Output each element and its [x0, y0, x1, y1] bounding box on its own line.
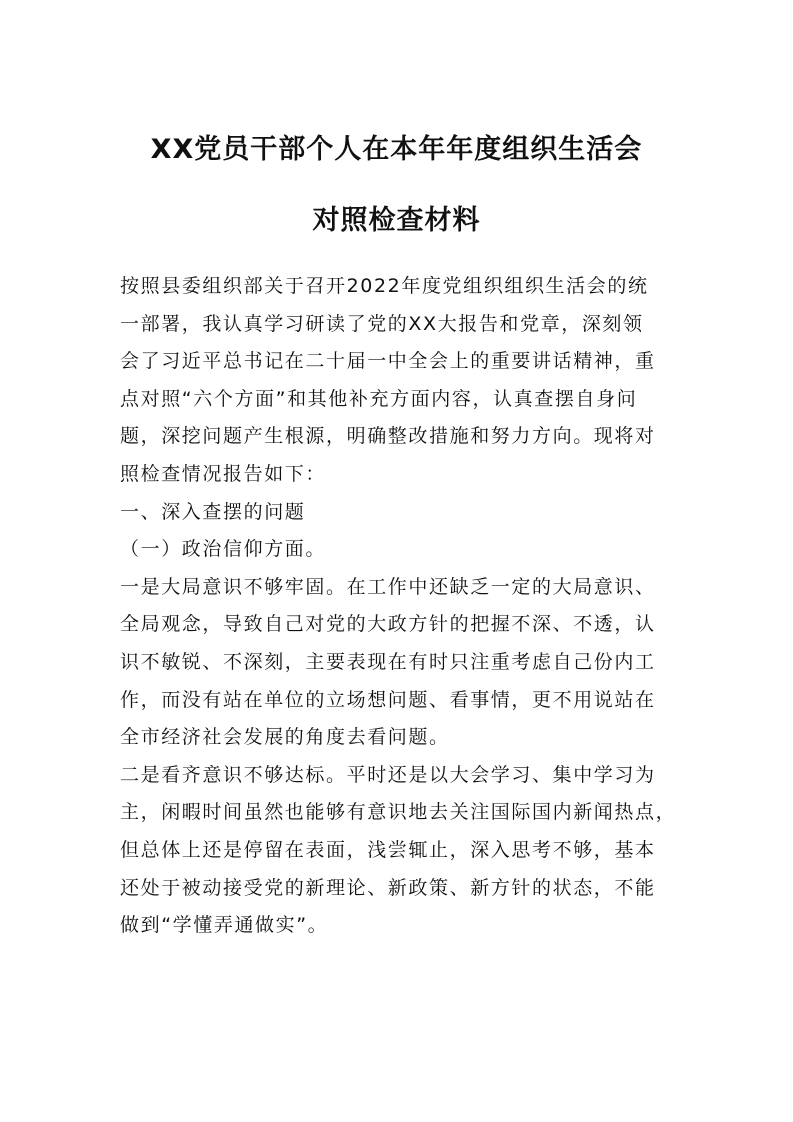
body-line: 题，深挖问题产生根源，明确整改措施和努力方向。现将对: [120, 425, 656, 448]
body-line: 点对照“六个方面”和其他补充方面内容，认真查摆自身问: [120, 387, 638, 410]
body-line: 识不敏锐、不深刻，主要表现在有时只注重考虑自己份内工: [120, 650, 656, 673]
section-heading: 一、深入查摆的问题: [120, 500, 306, 523]
body-line: 全市经济社会发展的角度去看问题。: [120, 726, 450, 749]
subsection-heading: （一）政治信仰方面。: [120, 538, 327, 561]
document-title-line-2: 对照检查材料: [312, 205, 481, 236]
document-title-line-1: XX党员干部个人在本年年度组织生活会: [150, 134, 643, 165]
body-line: 照检查情况报告如下：: [120, 462, 327, 485]
body-line: 按照县委组织部关于召开2022年度党组织组织生活会的统: [120, 275, 649, 297]
body-line: 一部署，我认真学习研读了党的XX大报告和党章，深刻领: [120, 312, 644, 335]
body-line: 二是看齐意识不够达标。平时还是以大会学习、集中学习为: [120, 763, 656, 786]
body-line: 还处于被动接受党的新理论、新政策、新方针的状态，不能: [120, 876, 656, 899]
body-line: 但总体上还是停留在表面，浅尝辄止，深入思考不够，基本: [120, 838, 656, 861]
document-body: [120, 268, 680, 945]
body-line: 主，闲暇时间虽然也能够有意识地去关注国际国内新闻热点，: [120, 801, 677, 824]
body-line: 会了习近平总书记在二十届一中全会上的重要讲话精神，重: [120, 350, 656, 373]
body-line: 一是大局意识不够牢固。在工作中还缺乏一定的大局意识、: [120, 575, 656, 598]
body-line: 做到“学懂弄通做实”。: [120, 914, 329, 937]
body-line: 作，而没有站在单位的立场想问题、看事情，更不用说站在: [120, 688, 656, 711]
body-line: 全局观念，导致自己对党的大政方针的把握不深、不透，认: [120, 613, 656, 636]
